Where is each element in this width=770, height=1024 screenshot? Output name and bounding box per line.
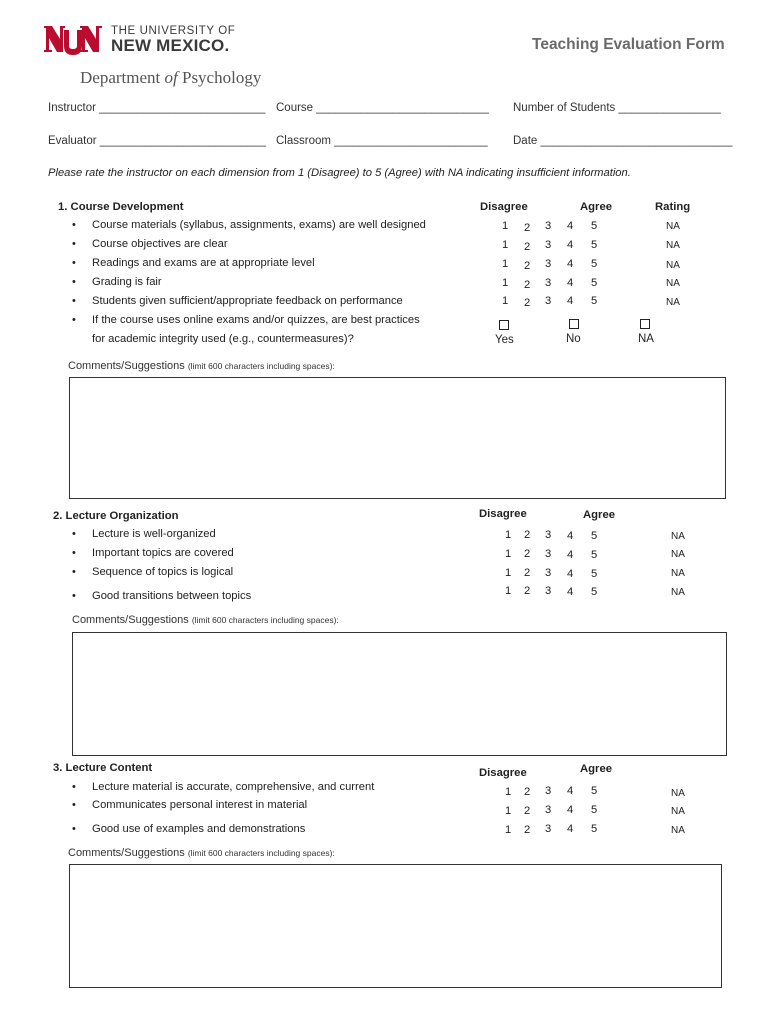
rating-5[interactable]: 5 — [591, 804, 598, 816]
rating-3[interactable]: 3 — [545, 804, 552, 816]
university-name-line1: THE UNIVERSITY OF — [111, 25, 236, 37]
rating-2[interactable]: 2 — [524, 585, 531, 597]
section1-item-3: Readings and exams are at appropriate level — [92, 257, 315, 269]
rating-1[interactable]: 1 — [505, 585, 512, 597]
section1-item-1: Course materials (syllabus, assignments, exams) are well designed — [92, 219, 426, 231]
section2-item-3: Sequence of topics is logical — [92, 566, 234, 578]
bullet: • — [72, 257, 76, 269]
section1-comments-box[interactable] — [69, 377, 726, 499]
rating-2[interactable]: 2 — [524, 297, 531, 309]
rating-5[interactable]: 5 — [591, 258, 598, 270]
rating-na[interactable]: NA — [666, 240, 680, 251]
na-checkbox[interactable] — [640, 319, 650, 329]
rating-5[interactable]: 5 — [591, 277, 598, 289]
rating-1[interactable]: 1 — [505, 786, 512, 798]
rating-5[interactable]: 5 — [591, 239, 598, 251]
bullet: • — [72, 528, 76, 540]
instructor-field[interactable]: Instructor __________________________ — [48, 102, 266, 114]
rating-2[interactable]: 2 — [524, 529, 531, 541]
rating-1[interactable]: 1 — [505, 548, 512, 560]
no-checkbox[interactable] — [569, 319, 579, 329]
section3-item-2: Communicates personal interest in material — [92, 799, 308, 811]
rating-3[interactable]: 3 — [545, 529, 552, 541]
rating-na[interactable]: NA — [666, 278, 680, 289]
section1-item-6: If the course uses online exams and/or quizzes, are best practices — [92, 314, 420, 326]
bullet: • — [72, 295, 76, 307]
number-of-students-field[interactable]: Number of Students ________________ — [513, 102, 721, 114]
rating-1[interactable]: 1 — [505, 805, 512, 817]
section1-agree-header: Agree — [580, 201, 613, 213]
rating-na[interactable]: NA — [671, 549, 685, 560]
rating-3[interactable]: 3 — [545, 785, 552, 797]
section1-disagree-header: Disagree — [480, 201, 528, 213]
section3-comments-label: Comments/Suggestions (limit 600 characters including spaces): — [68, 847, 335, 859]
rating-na[interactable]: NA — [666, 297, 680, 308]
rating-5[interactable]: 5 — [591, 823, 598, 835]
rating-4[interactable]: 4 — [567, 220, 574, 232]
section2-item-1: Lecture is well-organized — [92, 528, 216, 540]
rating-1[interactable]: 1 — [502, 220, 509, 232]
section1-item-6-continued: for academic integrity used (e.g., countermeasures)? — [92, 333, 354, 345]
rating-5[interactable]: 5 — [591, 568, 598, 580]
bullet: • — [72, 314, 76, 326]
rating-1[interactable]: 1 — [502, 239, 509, 251]
rating-2[interactable]: 2 — [524, 260, 531, 272]
rating-3[interactable]: 3 — [545, 239, 552, 251]
rating-5[interactable]: 5 — [591, 295, 598, 307]
rating-3[interactable]: 3 — [545, 567, 552, 579]
yes-label: Yes — [495, 334, 514, 346]
rating-2[interactable]: 2 — [524, 786, 531, 798]
bullet: • — [72, 823, 76, 835]
rating-3[interactable]: 3 — [545, 585, 552, 597]
section1-item-2: Course objectives are clear — [92, 238, 228, 250]
yes-checkbox[interactable] — [499, 320, 509, 330]
section2-item-4: Good transitions between topics — [92, 590, 252, 602]
rating-1[interactable]: 1 — [505, 567, 512, 579]
bullet: • — [72, 276, 76, 288]
rating-na[interactable]: NA — [666, 260, 680, 271]
rating-4[interactable]: 4 — [567, 804, 574, 816]
evaluator-field[interactable]: Evaluator __________________________ — [48, 135, 267, 147]
section1-title: 1. Course Development — [58, 201, 184, 213]
rating-5[interactable]: 5 — [591, 586, 598, 598]
rating-3[interactable]: 3 — [545, 548, 552, 560]
rating-na[interactable]: NA — [671, 531, 685, 542]
rating-3[interactable]: 3 — [545, 823, 552, 835]
section3-agree-header: Agree — [580, 763, 613, 775]
rating-5[interactable]: 5 — [591, 530, 598, 542]
university-name-line2: NEW MEXICO. — [111, 36, 230, 55]
rating-na[interactable]: NA — [666, 221, 680, 232]
rating-1[interactable]: 1 — [505, 824, 512, 836]
section2-item-2: Important topics are covered — [92, 547, 234, 559]
rating-2[interactable]: 2 — [524, 567, 531, 579]
bullet: • — [72, 781, 76, 793]
section2-comments-label: Comments/Suggestions (limit 600 characters including spaces): — [72, 614, 339, 626]
rating-na[interactable]: NA — [671, 806, 685, 817]
date-field[interactable]: Date ______________________________ — [513, 135, 733, 147]
rating-5[interactable]: 5 — [591, 549, 598, 561]
rating-5[interactable]: 5 — [591, 220, 598, 232]
section3-disagree-header: Disagree — [479, 767, 527, 779]
rating-1[interactable]: 1 — [505, 529, 512, 541]
classroom-field[interactable]: Classroom ________________________ — [276, 135, 488, 147]
bullet: • — [72, 799, 76, 811]
rating-1[interactable]: 1 — [502, 295, 509, 307]
rating-4[interactable]: 4 — [567, 568, 574, 580]
bullet: • — [72, 566, 76, 578]
rating-3[interactable]: 3 — [545, 277, 552, 289]
section2-agree-header: Agree — [583, 509, 616, 521]
rating-4[interactable]: 4 — [567, 295, 574, 307]
rating-2[interactable]: 2 — [524, 548, 531, 560]
section2-title: 2. Lecture Organization — [53, 510, 179, 522]
bullet: • — [72, 547, 76, 559]
rating-na[interactable]: NA — [671, 587, 685, 598]
section2-comments-box[interactable] — [72, 632, 727, 756]
rating-4[interactable]: 4 — [567, 586, 574, 598]
bullet: • — [72, 219, 76, 231]
department-name: Department of Psychology — [80, 68, 262, 87]
na-label: NA — [638, 333, 654, 345]
rating-4[interactable]: 4 — [567, 785, 574, 797]
section3-item-1: Lecture material is accurate, comprehensive, and current — [92, 781, 375, 793]
rating-4[interactable]: 4 — [567, 258, 574, 270]
rating-na[interactable]: NA — [671, 825, 685, 836]
no-label: No — [566, 333, 581, 345]
rating-na[interactable]: NA — [671, 568, 685, 579]
section1-item-4: Grading is fair — [92, 276, 162, 288]
bullet: • — [72, 590, 76, 602]
rating-2[interactable]: 2 — [524, 241, 531, 253]
rating-4[interactable]: 4 — [567, 823, 574, 835]
section1-comments-label: Comments/Suggestions (limit 600 characters including spaces): — [68, 360, 335, 372]
course-field[interactable]: Course ___________________________ — [276, 102, 489, 114]
bullet: • — [72, 238, 76, 250]
section2-disagree-header: Disagree — [479, 508, 527, 520]
rating-3[interactable]: 3 — [545, 258, 552, 270]
rating-4[interactable]: 4 — [567, 549, 574, 561]
rating-1[interactable]: 1 — [502, 258, 509, 270]
section1-item-5: Students given sufficient/appropriate feedback on performance — [92, 295, 403, 307]
unm-logo — [43, 22, 103, 58]
rating-2[interactable]: 2 — [524, 222, 531, 234]
rating-4[interactable]: 4 — [567, 530, 574, 542]
section3-comments-box[interactable] — [69, 864, 722, 988]
rating-1[interactable]: 1 — [502, 277, 509, 289]
rating-na[interactable]: NA — [671, 788, 685, 799]
rating-4[interactable]: 4 — [567, 239, 574, 251]
rating-3[interactable]: 3 — [545, 295, 552, 307]
rating-5[interactable]: 5 — [591, 785, 598, 797]
section3-item-3: Good use of examples and demonstrations — [92, 823, 306, 835]
instructions: Please rate the instructor on each dimension from 1 (Disagree) to 5 (Agree) with NA indicating insufficient information. — [48, 167, 631, 179]
section3-title: 3. Lecture Content — [53, 762, 153, 774]
rating-2[interactable]: 2 — [524, 279, 531, 291]
rating-4[interactable]: 4 — [567, 277, 574, 289]
section1-rating-header: Rating — [655, 201, 691, 213]
rating-3[interactable]: 3 — [545, 220, 552, 232]
rating-2[interactable]: 2 — [524, 805, 531, 817]
rating-2[interactable]: 2 — [524, 824, 531, 836]
form-title: Teaching Evaluation Form — [532, 36, 725, 53]
